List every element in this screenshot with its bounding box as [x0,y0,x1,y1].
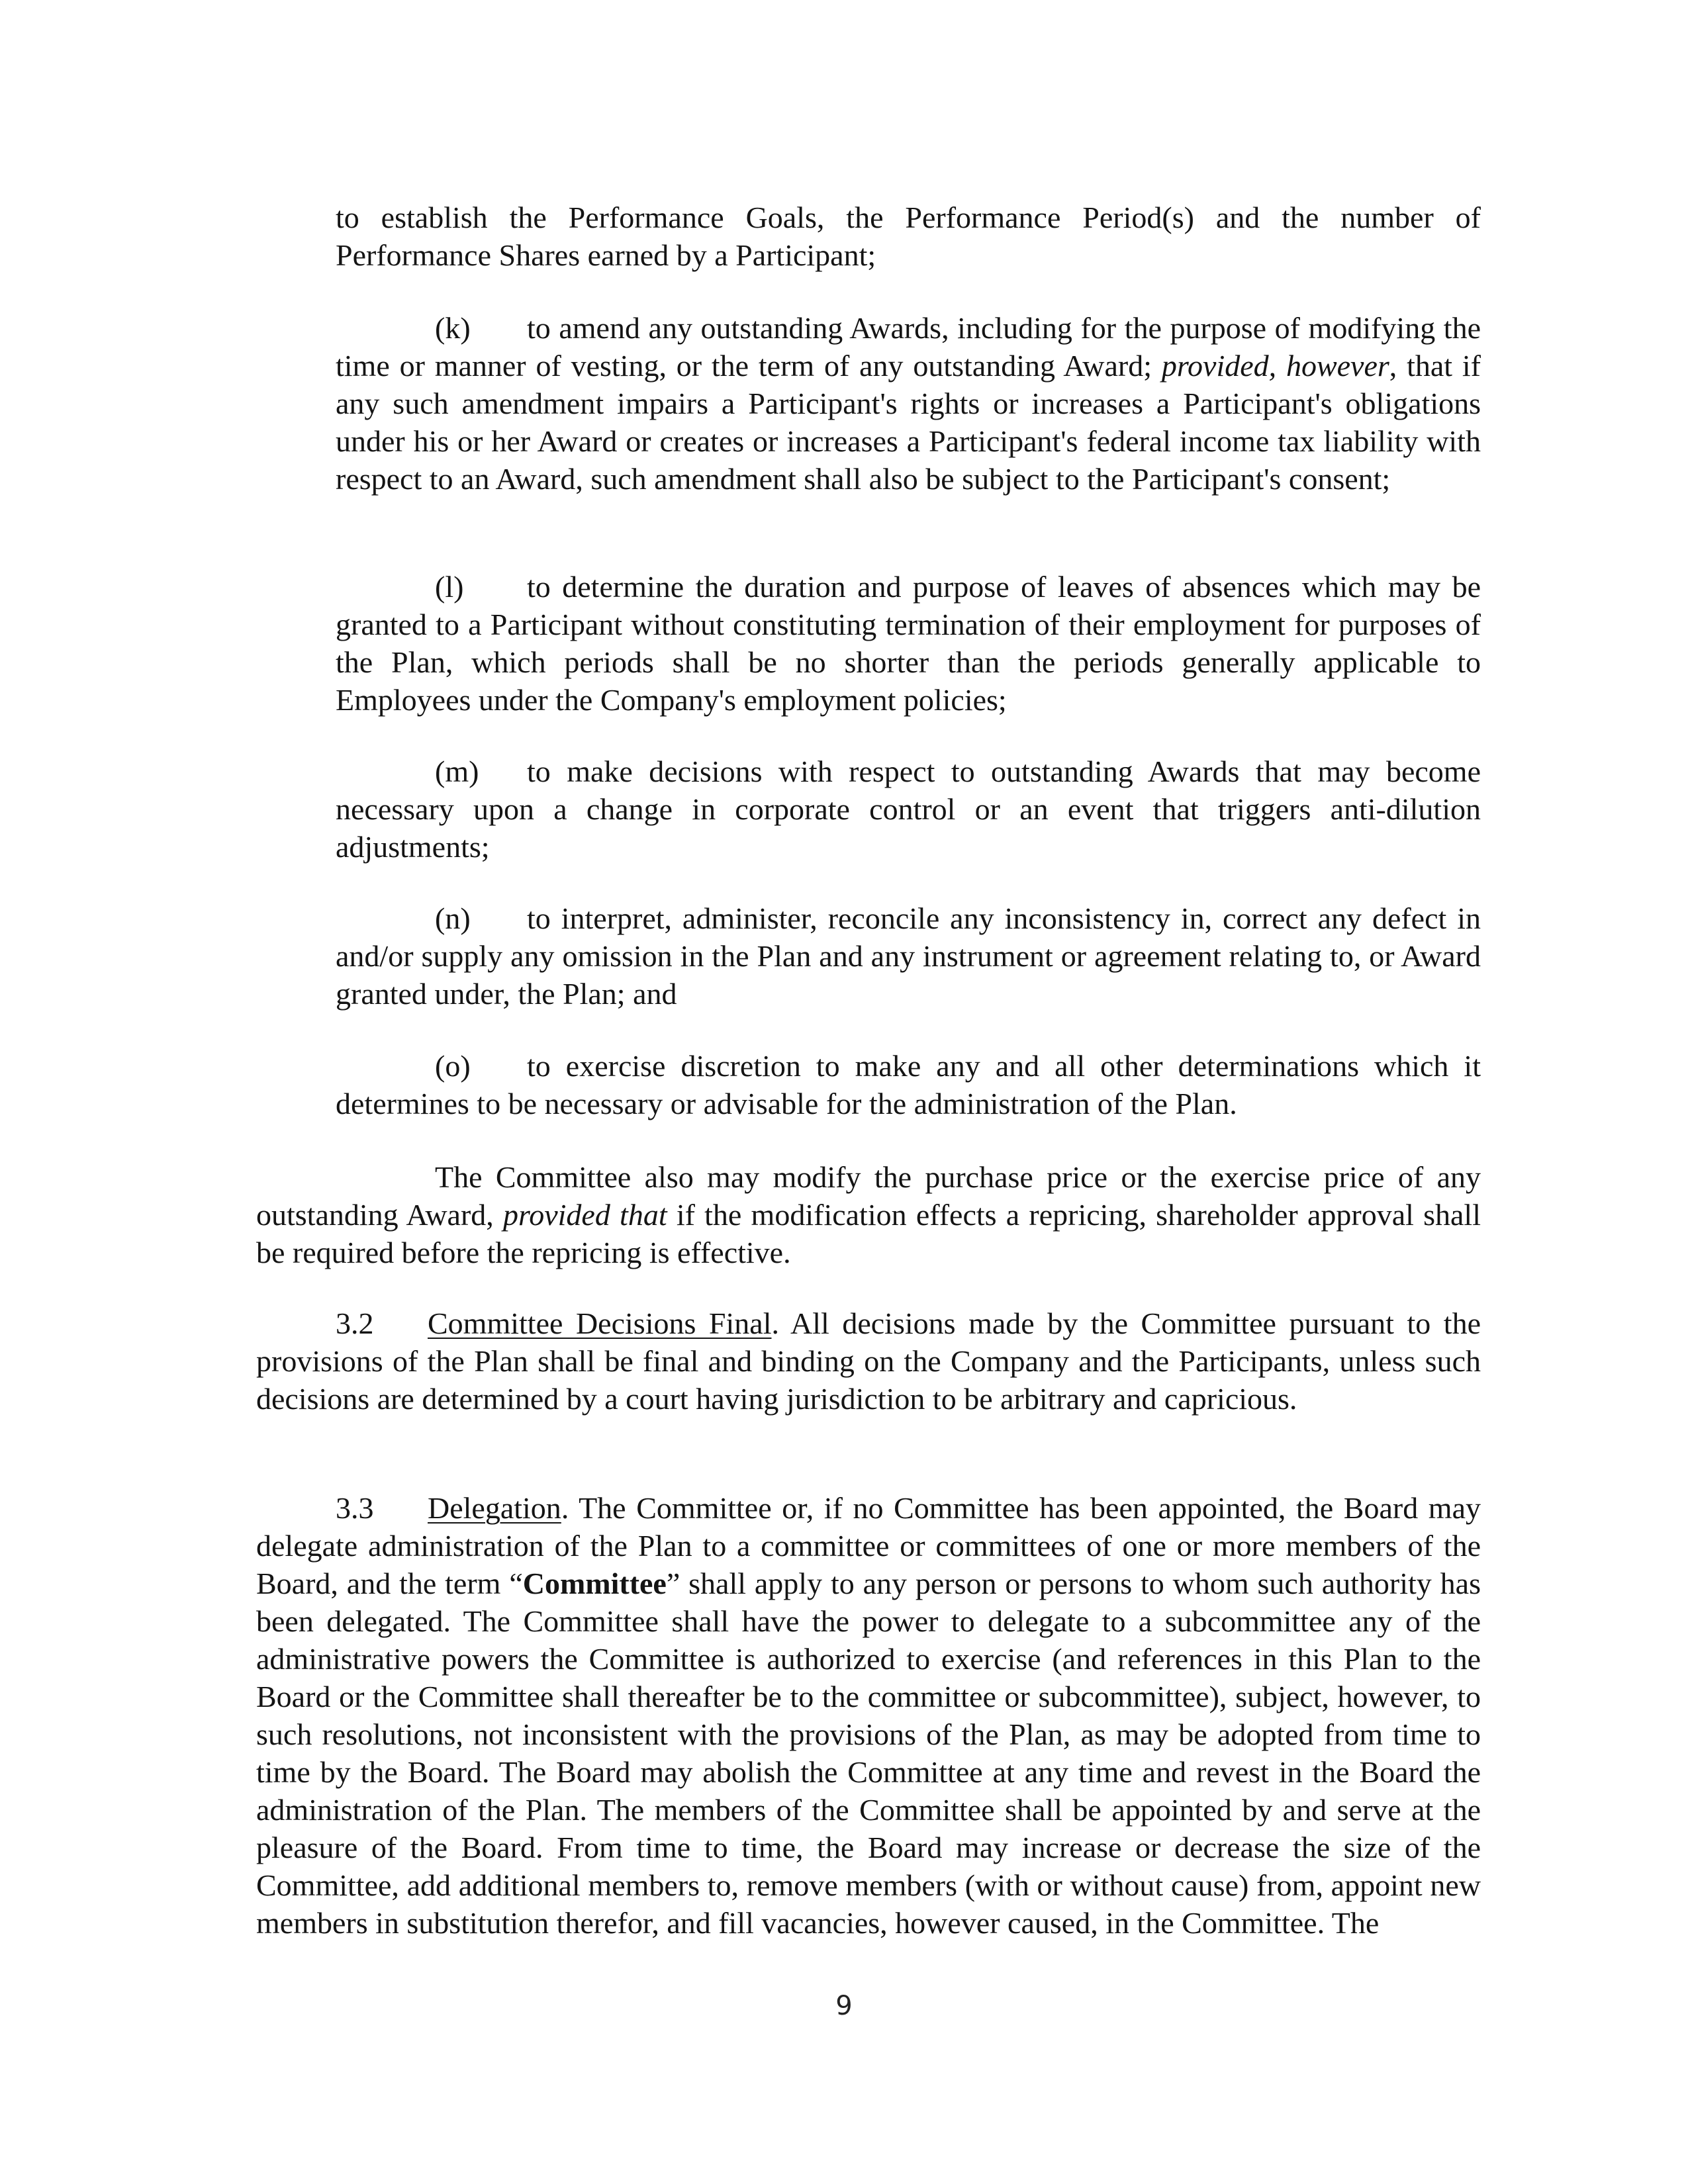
paragraph-o-text: to exercise discretion to make any and all other determinations which it determines to be necessary or advisable for the administration of the Plan. [336,1049,1481,1120]
committee-text-a: The Committee also may modify the purchase price or the exercise price of any outstanding Award, [256,1160,1481,1232]
paragraph-k-italic: provided, however [1161,349,1389,383]
section-3-2-text: . All decisions made by the Committee pursuant to the provisions of the Plan shall be final and binding on the Company and the Participants, unless such decisions are determined by a court having jurisdiction to be arbitrary and capricious. [256,1306,1481,1416]
section-3-3-heading: Delegation [428,1491,561,1525]
paragraph-l-text: to determine the duration and purpose of leaves of absences which may be granted to a Participant without constituting termination of their employment for purposes of the Plan, which periods shall be no shorter than the periods generally applicable to Employees under the Company's employment policies; [336,570,1481,717]
paragraph-n [336,899,1481,1013]
paragraph-k-text-a: to amend any outstanding Awards, including for the purpose of modifying the time or manner of vesting, or the term of any outstanding Award; [336,311,1481,383]
paragraph-k-text-b: , that if any such amendment impairs a Participant's rights or increases a Participant's obligations under his or her Award or creates or increases a Participant's federal income tax liability with respect to an Award, such amendment shall also be subject to the Participant's consent; [336,349,1481,496]
paragraph-j-text: to establish the Performance Goals, the Performance Period(s) and the number of Performance Shares earned by a Participant; [336,201,1481,272]
paragraph-o [336,1047,1481,1122]
paragraph-k-label: (k) [435,311,471,345]
page-number: 9 [835,1991,853,2021]
paragraph-l [336,568,1481,719]
section-3-3-bold-term: Committee [522,1567,667,1600]
paragraph-committee-modification [256,1158,1481,1271]
paragraph-k [336,309,1481,498]
paragraph-l-label: (l) [435,570,464,604]
section-3-2-number: 3.2 [336,1306,374,1340]
committee-italic: provided that [503,1198,667,1232]
paragraph-o-label: (o) [435,1049,471,1083]
section-3-3-number: 3.3 [336,1491,374,1525]
paragraph-m-text: to make decisions with respect to outstanding Awards that may become necessary upon a change in corporate control or an event that triggers anti-dilution adjustments; [336,754,1481,864]
section-3-3-text-a: . The Committee or, if no Committee has been appointed, the Board may delegate administration of the Plan to a committee or committees of one or more members of the Board, and the term “ [256,1491,1481,1600]
paragraph-j-continuation [336,199,1481,274]
section-3-3 [256,1489,1481,1942]
section-3-2-heading: Committee Decisions Final [428,1306,772,1340]
paragraph-m-label: (m) [435,754,479,788]
paragraph-m [336,752,1481,866]
section-3-3-text-b: ” shall apply to any person or persons to whom such authority has been delegated. The Committee shall have the power to delegate to a subcommittee any of the administrative powers the Committee is authorized to exercise (and references in this Plan to the Board or the Committee shall thereafter be to the committee or subcommittee), subject, however, to such resolutions, not inconsistent with the provisions of the Plan, as may be adopted from time to time by the Board. The Board may abolish the Committee at any time and revest in the Board the administration of the Plan. The members of the Committee shall be appointed by and serve at the pleasure of the Board. From time to time, the Board may increase or decrease the size of the Committee, add additional members to, remove members (with or without cause) from, appoint new members in substitution therefor, and fill vacancies, however caused, in the Committee. The [256,1567,1481,1940]
paragraph-n-text: to interpret, administer, reconcile any inconsistency in, correct any defect in and/or supply any omission in the Plan and any instrument or agreement relating to, or Award granted under, the Plan; and [336,901,1481,1011]
paragraph-n-label: (n) [435,901,471,935]
committee-text-b: if the modification effects a repricing, shareholder approval shall be required before the repricing is effective. [256,1198,1481,1269]
section-3-2 [256,1304,1481,1418]
